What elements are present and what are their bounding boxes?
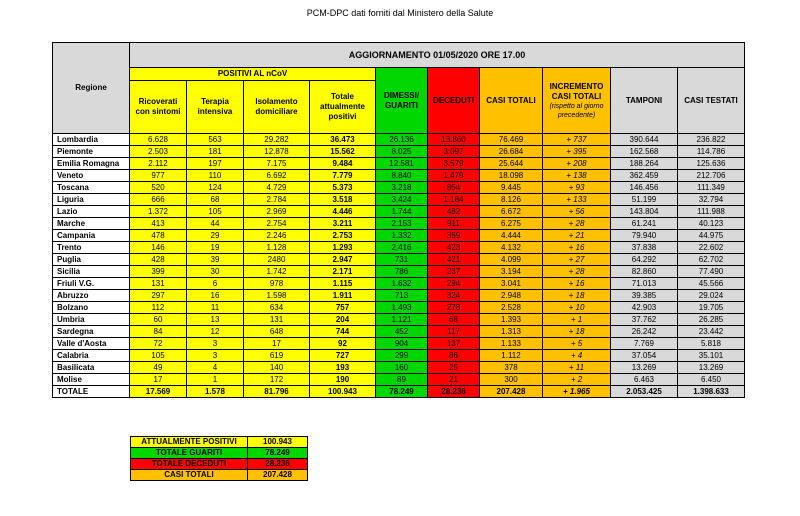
header-incremento-label: INCREMENTO CASI TOTALI [549, 81, 604, 101]
cell-casi-totali: 207.428 [480, 386, 543, 398]
cell-isolamento: 4.729 [244, 182, 310, 194]
regional-data-table [52, 42, 745, 398]
cell-casi-testati: 5.818 [678, 338, 745, 350]
cell-tamponi: 146.456 [611, 182, 678, 194]
cell-dimessi: 160 [376, 362, 428, 374]
cell-dimessi: 1.332 [376, 230, 428, 242]
cell-deceduti: 482 [428, 206, 480, 218]
cell-terapia: 11 [187, 302, 244, 314]
cell-terapia: 4 [187, 362, 244, 374]
cell-casi-totali: 25.644 [480, 158, 543, 170]
cell-casi-testati: 6.450 [678, 374, 745, 386]
cell-totale-positivi: 204 [310, 314, 376, 326]
cell-dimessi: 713 [376, 290, 428, 302]
cell-casi-totali: 4.099 [480, 254, 543, 266]
summary-row [131, 448, 308, 459]
header-update: AGGIORNAMENTO 01/05/2020 ORE 17.00 [130, 43, 745, 68]
cell-isolamento: 2.246 [244, 230, 310, 242]
cell-terapia: 19 [187, 242, 244, 254]
cell-casi-totali: 76.469 [480, 134, 543, 146]
cell-totale-positivi: 5.373 [310, 182, 376, 194]
cell-totale-positivi: 7.779 [310, 170, 376, 182]
cell-ricoverati: 2.112 [130, 158, 187, 170]
summary-row [131, 470, 308, 481]
cell-casi-totali: 8.126 [480, 194, 543, 206]
cell-incremento: + 737 [543, 134, 611, 146]
cell-casi-totali: 4.132 [480, 242, 543, 254]
cell-tamponi: 13.269 [611, 362, 678, 374]
cell-casi-testati: 19.705 [678, 302, 745, 314]
header-incremento [543, 68, 611, 134]
cell-totale-positivi: 4.446 [310, 206, 376, 218]
cell-incremento: + 10 [543, 302, 611, 314]
cell-region: Toscana [53, 182, 130, 194]
cell-totale-positivi: 1.293 [310, 242, 376, 254]
header-casi-totali: CASI TOTALI [480, 68, 543, 134]
cell-tamponi: 188.264 [611, 158, 678, 170]
cell-ricoverati: 84 [130, 326, 187, 338]
cell-dimessi: 731 [376, 254, 428, 266]
cell-ricoverati: 977 [130, 170, 187, 182]
cell-tamponi: 26.242 [611, 326, 678, 338]
cell-isolamento: 2480 [244, 254, 310, 266]
table-row [53, 338, 745, 350]
cell-incremento: + 133 [543, 194, 611, 206]
cell-incremento: + 28 [543, 218, 611, 230]
cell-totale-positivi: 15.562 [310, 146, 376, 158]
cell-dimessi: 26.136 [376, 134, 428, 146]
cell-dimessi: 1.744 [376, 206, 428, 218]
cell-tamponi: 143.804 [611, 206, 678, 218]
cell-region: Veneto [53, 170, 130, 182]
cell-casi-testati: 125.636 [678, 158, 745, 170]
cell-region: Liguria [53, 194, 130, 206]
cell-isolamento: 1.128 [244, 242, 310, 254]
cell-terapia: 105 [187, 206, 244, 218]
cell-ricoverati: 520 [130, 182, 187, 194]
cell-incremento: + 11 [543, 362, 611, 374]
cell-region: Basilicata [53, 362, 130, 374]
cell-region: Molise [53, 374, 130, 386]
table-row [53, 278, 745, 290]
cell-dimessi: 3.218 [376, 182, 428, 194]
cell-casi-totali: 18.098 [480, 170, 543, 182]
cell-tamponi: 79.940 [611, 230, 678, 242]
cell-deceduti: 324 [428, 290, 480, 302]
cell-totale-positivi: 2.947 [310, 254, 376, 266]
summary-row [131, 459, 308, 470]
cell-totale-positivi: 3.518 [310, 194, 376, 206]
cell-deceduti: 3.579 [428, 158, 480, 170]
cell-casi-testati: 40.123 [678, 218, 745, 230]
table-row [53, 362, 745, 374]
cell-tamponi: 2.053.425 [611, 386, 678, 398]
cell-dimessi: 3.424 [376, 194, 428, 206]
cell-ricoverati: 478 [130, 230, 187, 242]
cell-isolamento: 131 [244, 314, 310, 326]
cell-totale-positivi: 100.943 [310, 386, 376, 398]
cell-incremento: + 18 [543, 326, 611, 338]
cell-casi-testati: 1.398.633 [678, 386, 745, 398]
cell-isolamento: 978 [244, 278, 310, 290]
cell-isolamento: 1.742 [244, 266, 310, 278]
cell-totale-positivi: 1.115 [310, 278, 376, 290]
summary-value: 78.249 [248, 448, 308, 459]
cell-isolamento: 1.598 [244, 290, 310, 302]
cell-incremento: + 27 [543, 254, 611, 266]
table-row [53, 134, 745, 146]
header-isolamento: Isolamento domiciliare [244, 81, 310, 134]
table-row [53, 206, 745, 218]
cell-ricoverati: 2.503 [130, 146, 187, 158]
cell-ricoverati: 72 [130, 338, 187, 350]
cell-incremento: + 18 [543, 290, 611, 302]
cell-totale-positivi: 92 [310, 338, 376, 350]
cell-casi-testati: 236.822 [678, 134, 745, 146]
cell-casi-testati: 44.975 [678, 230, 745, 242]
cell-casi-totali: 26.684 [480, 146, 543, 158]
cell-casi-totali: 378 [480, 362, 543, 374]
cell-deceduti: 421 [428, 254, 480, 266]
cell-ricoverati: 399 [130, 266, 187, 278]
cell-region: TOTALE [53, 386, 130, 398]
cell-tamponi: 37.762 [611, 314, 678, 326]
cell-casi-testati: 111.349 [678, 182, 745, 194]
cell-ricoverati: 17.569 [130, 386, 187, 398]
cell-dimessi: 8.025 [376, 146, 428, 158]
cell-terapia: 1 [187, 374, 244, 386]
cell-region: Abruzzo [53, 290, 130, 302]
cell-deceduti: 237 [428, 266, 480, 278]
cell-ricoverati: 6.628 [130, 134, 187, 146]
cell-casi-totali: 1.393 [480, 314, 543, 326]
cell-terapia: 12 [187, 326, 244, 338]
cell-totale-positivi: 190 [310, 374, 376, 386]
cell-region: Sardegna [53, 326, 130, 338]
cell-incremento: + 208 [543, 158, 611, 170]
cell-region: Lazio [53, 206, 130, 218]
cell-incremento: + 1.965 [543, 386, 611, 398]
cell-deceduti: 423 [428, 242, 480, 254]
table-row [53, 242, 745, 254]
cell-region: Valle d'Aosta [53, 338, 130, 350]
cell-dimessi: 2.416 [376, 242, 428, 254]
cell-incremento: + 93 [543, 182, 611, 194]
cell-terapia: 29 [187, 230, 244, 242]
table-row [53, 254, 745, 266]
summary-value: 28.236 [248, 459, 308, 470]
cell-tamponi: 64.292 [611, 254, 678, 266]
cell-tamponi: 51.199 [611, 194, 678, 206]
cell-isolamento: 648 [244, 326, 310, 338]
cell-deceduti: 28.236 [428, 386, 480, 398]
summary-label: TOTALE DECEDUTI [131, 459, 248, 470]
cell-totale-positivi: 744 [310, 326, 376, 338]
cell-ricoverati: 105 [130, 350, 187, 362]
cell-incremento: + 138 [543, 170, 611, 182]
cell-totale-positivi: 3.211 [310, 218, 376, 230]
cell-deceduti: 1.479 [428, 170, 480, 182]
cell-ricoverati: 49 [130, 362, 187, 374]
cell-casi-testati: 62.702 [678, 254, 745, 266]
cell-terapia: 1.578 [187, 386, 244, 398]
cell-incremento: + 5 [543, 338, 611, 350]
cell-tamponi: 71.013 [611, 278, 678, 290]
cell-region: Lombardia [53, 134, 130, 146]
table-row [53, 158, 745, 170]
cell-tamponi: 82.860 [611, 266, 678, 278]
cell-tamponi: 6.463 [611, 374, 678, 386]
cell-incremento: + 28 [543, 266, 611, 278]
header-tamponi: TAMPONI [611, 68, 678, 134]
cell-dimessi: 2.153 [376, 218, 428, 230]
cell-dimessi: 299 [376, 350, 428, 362]
cell-casi-totali: 1.112 [480, 350, 543, 362]
cell-deceduti: 21 [428, 374, 480, 386]
cell-region: Calabria [53, 350, 130, 362]
cell-tamponi: 390.644 [611, 134, 678, 146]
cell-region: Marche [53, 218, 130, 230]
cell-casi-testati: 212.706 [678, 170, 745, 182]
cell-deceduti: 278 [428, 302, 480, 314]
cell-region: Emilia Romagna [53, 158, 130, 170]
cell-deceduti: 1.184 [428, 194, 480, 206]
cell-dimessi: 904 [376, 338, 428, 350]
table-row [53, 170, 745, 182]
cell-region: Campania [53, 230, 130, 242]
cell-dimessi: 89 [376, 374, 428, 386]
cell-casi-testati: 22.602 [678, 242, 745, 254]
summary-label: TOTALE GUARITI [131, 448, 248, 459]
cell-terapia: 39 [187, 254, 244, 266]
header-positivi: POSITIVI AL nCoV [130, 68, 376, 81]
cell-deceduti: 854 [428, 182, 480, 194]
table-row [53, 230, 745, 242]
cell-casi-totali: 6.672 [480, 206, 543, 218]
cell-dimessi: 12.581 [376, 158, 428, 170]
cell-isolamento: 29.282 [244, 134, 310, 146]
cell-isolamento: 6.692 [244, 170, 310, 182]
cell-deceduti: 137 [428, 338, 480, 350]
cell-ricoverati: 146 [130, 242, 187, 254]
cell-isolamento: 7.175 [244, 158, 310, 170]
cell-totale-positivi: 36.473 [310, 134, 376, 146]
cell-casi-totali: 300 [480, 374, 543, 386]
cell-tamponi: 39.385 [611, 290, 678, 302]
cell-totale-positivi: 1.911 [310, 290, 376, 302]
cell-deceduti: 359 [428, 230, 480, 242]
table-row [53, 146, 745, 158]
cell-region: Sicilia [53, 266, 130, 278]
summary-label: CASI TOTALI [131, 470, 248, 481]
cell-ricoverati: 428 [130, 254, 187, 266]
table-row [53, 326, 745, 338]
cell-totale-positivi: 757 [310, 302, 376, 314]
cell-deceduti: 86 [428, 350, 480, 362]
cell-casi-totali: 1.133 [480, 338, 543, 350]
cell-casi-testati: 32.794 [678, 194, 745, 206]
cell-terapia: 6 [187, 278, 244, 290]
cell-casi-testati: 114.786 [678, 146, 745, 158]
cell-region: Piemonte [53, 146, 130, 158]
cell-incremento: + 395 [543, 146, 611, 158]
table-row [53, 314, 745, 326]
cell-terapia: 3 [187, 350, 244, 362]
cell-region: Bolzano [53, 302, 130, 314]
table-row [53, 182, 745, 194]
table-row [53, 350, 745, 362]
table-row [53, 194, 745, 206]
cell-terapia: 13 [187, 314, 244, 326]
header-ricoverati: Ricoverati con sintomi [130, 81, 187, 134]
cell-isolamento: 634 [244, 302, 310, 314]
table-row [53, 266, 745, 278]
cell-ricoverati: 666 [130, 194, 187, 206]
cell-deceduti: 25 [428, 362, 480, 374]
cell-dimessi: 1.493 [376, 302, 428, 314]
cell-totale-positivi: 193 [310, 362, 376, 374]
cell-deceduti: 68 [428, 314, 480, 326]
cell-tamponi: 61.241 [611, 218, 678, 230]
cell-ricoverati: 297 [130, 290, 187, 302]
cell-region: Umbria [53, 314, 130, 326]
cell-totale-positivi: 727 [310, 350, 376, 362]
cell-casi-totali: 2.948 [480, 290, 543, 302]
cell-incremento: + 2 [543, 374, 611, 386]
cell-deceduti: 3.097 [428, 146, 480, 158]
cell-isolamento: 140 [244, 362, 310, 374]
cell-casi-testati: 45.566 [678, 278, 745, 290]
cell-dimessi: 1.632 [376, 278, 428, 290]
cell-incremento: + 56 [543, 206, 611, 218]
cell-tamponi: 162.568 [611, 146, 678, 158]
cell-ricoverati: 131 [130, 278, 187, 290]
cell-incremento: + 16 [543, 242, 611, 254]
cell-casi-testati: 35.101 [678, 350, 745, 362]
cell-casi-testati: 23.442 [678, 326, 745, 338]
cell-deceduti: 117 [428, 326, 480, 338]
cell-dimessi: 786 [376, 266, 428, 278]
cell-incremento: + 21 [543, 230, 611, 242]
cell-isolamento: 2.969 [244, 206, 310, 218]
header-incremento-note: (rispetto al giorno precedente) [549, 102, 604, 119]
summary-label: ATTUALMENTE POSITIVI [131, 437, 248, 448]
cell-casi-totali: 3.041 [480, 278, 543, 290]
cell-casi-totali: 4.444 [480, 230, 543, 242]
cell-isolamento: 172 [244, 374, 310, 386]
table-row [53, 302, 745, 314]
cell-isolamento: 17 [244, 338, 310, 350]
cell-terapia: 68 [187, 194, 244, 206]
cell-tamponi: 362.459 [611, 170, 678, 182]
table-row [53, 218, 745, 230]
header-regione: Regione [53, 43, 130, 134]
cell-tamponi: 37.054 [611, 350, 678, 362]
cell-totale-positivi: 9.484 [310, 158, 376, 170]
header-dimessi: DIMESSI/ GUARITI [376, 68, 428, 134]
cell-incremento: + 4 [543, 350, 611, 362]
cell-tamponi: 7.769 [611, 338, 678, 350]
cell-incremento: + 1 [543, 314, 611, 326]
cell-isolamento: 12.878 [244, 146, 310, 158]
cell-terapia: 44 [187, 218, 244, 230]
cell-terapia: 110 [187, 170, 244, 182]
summary-table [130, 436, 308, 481]
cell-incremento: + 16 [543, 278, 611, 290]
cell-region: Trento [53, 242, 130, 254]
cell-terapia: 30 [187, 266, 244, 278]
total-row [53, 386, 745, 398]
cell-casi-testati: 29.024 [678, 290, 745, 302]
cell-casi-testati: 26.285 [678, 314, 745, 326]
cell-terapia: 124 [187, 182, 244, 194]
cell-deceduti: 294 [428, 278, 480, 290]
cell-dimessi: 8.840 [376, 170, 428, 182]
cell-deceduti: 13.860 [428, 134, 480, 146]
cell-isolamento: 2.784 [244, 194, 310, 206]
cell-terapia: 16 [187, 290, 244, 302]
cell-tamponi: 42.903 [611, 302, 678, 314]
cell-casi-testati: 77.490 [678, 266, 745, 278]
header-terapia: Terapia intensiva [187, 81, 244, 134]
cell-casi-testati: 111.988 [678, 206, 745, 218]
cell-isolamento: 2.754 [244, 218, 310, 230]
table-row [53, 374, 745, 386]
cell-region: Friuli V.G. [53, 278, 130, 290]
cell-ricoverati: 17 [130, 374, 187, 386]
cell-dimessi: 452 [376, 326, 428, 338]
cell-casi-totali: 2.528 [480, 302, 543, 314]
page-title: PCM-DPC dati forniti dal Ministero della Salute [306, 8, 494, 18]
cell-ricoverati: 60 [130, 314, 187, 326]
cell-isolamento: 81.796 [244, 386, 310, 398]
cell-terapia: 563 [187, 134, 244, 146]
cell-tamponi: 37.838 [611, 242, 678, 254]
cell-totale-positivi: 2.753 [310, 230, 376, 242]
summary-value: 207.428 [248, 470, 308, 481]
cell-casi-totali: 3.194 [480, 266, 543, 278]
cell-deceduti: 911 [428, 218, 480, 230]
header-casi-testati: CASI TESTATI [678, 68, 745, 134]
cell-totale-positivi: 2.171 [310, 266, 376, 278]
cell-region: Puglia [53, 254, 130, 266]
cell-casi-totali: 6.275 [480, 218, 543, 230]
cell-ricoverati: 112 [130, 302, 187, 314]
cell-isolamento: 619 [244, 350, 310, 362]
cell-terapia: 197 [187, 158, 244, 170]
header-totale-positivi: Totale attualmente positivi [310, 81, 376, 134]
cell-dimessi: 1.121 [376, 314, 428, 326]
cell-dimessi: 78.249 [376, 386, 428, 398]
cell-terapia: 3 [187, 338, 244, 350]
cell-casi-testati: 13.269 [678, 362, 745, 374]
cell-ricoverati: 1.372 [130, 206, 187, 218]
cell-casi-totali: 9.445 [480, 182, 543, 194]
table-row [53, 290, 745, 302]
summary-row [131, 437, 308, 448]
cell-terapia: 181 [187, 146, 244, 158]
header-deceduti: DECEDUTI [428, 68, 480, 134]
summary-value: 100.943 [248, 437, 308, 448]
cell-casi-totali: 1.313 [480, 326, 543, 338]
cell-ricoverati: 413 [130, 218, 187, 230]
